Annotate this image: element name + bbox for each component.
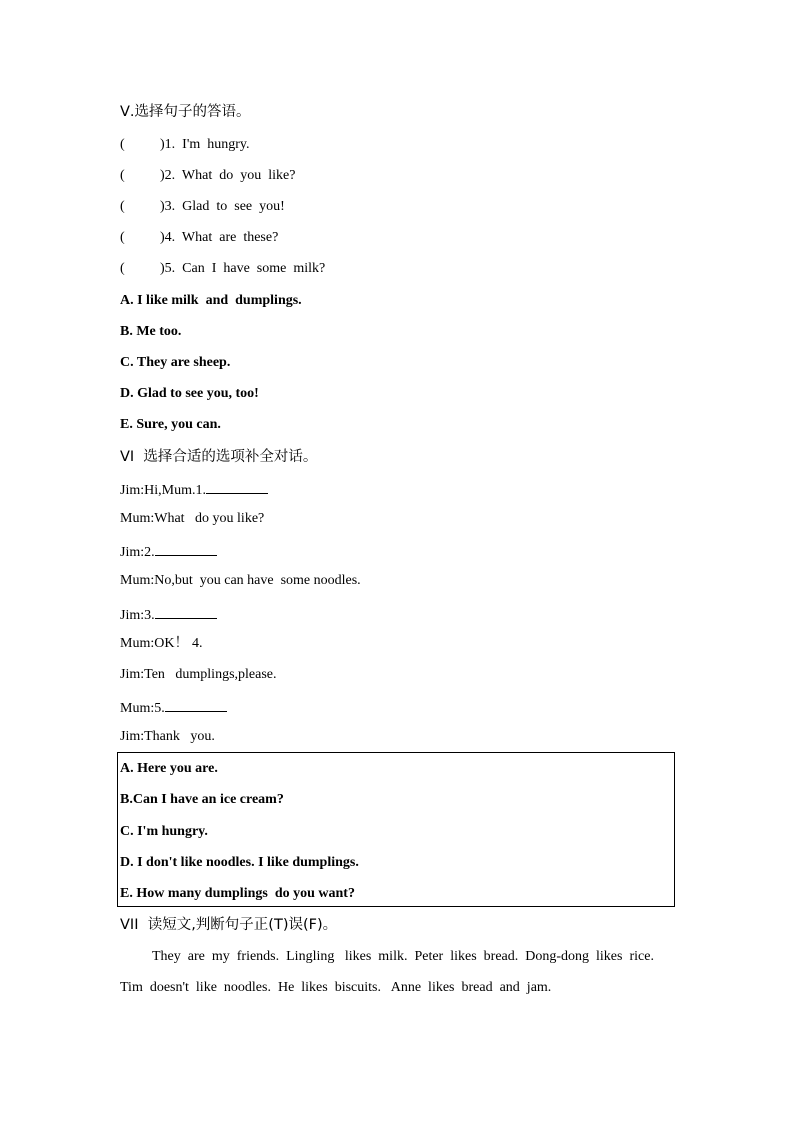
section-7-heading: VII 读短文,判断句子正(T)误(F)。 bbox=[120, 917, 338, 933]
question-text: )4. What are these? bbox=[160, 230, 279, 245]
question-5 bbox=[120, 260, 325, 278]
answer-paren: ( bbox=[120, 137, 125, 152]
question-text: )2. What do you like? bbox=[160, 168, 296, 183]
question-text: )1. I'm hungry. bbox=[160, 137, 250, 152]
box-option-d: D. I don't like noodles. I like dumplings. bbox=[120, 855, 359, 870]
option-b: B. Me too. bbox=[120, 324, 182, 339]
dialogue-line-7: Jim:Ten dumplings,please. bbox=[120, 667, 277, 682]
box-option-a: A. Here you are. bbox=[120, 761, 218, 776]
answer-paren: ( bbox=[120, 261, 125, 276]
question-4 bbox=[120, 229, 278, 247]
dialogue-text: Jim:2. bbox=[120, 545, 155, 560]
question-text: )3. Glad to see you! bbox=[160, 199, 285, 214]
answer-blank bbox=[155, 541, 217, 556]
section-5-heading: Ⅴ.选择句子的答语。 bbox=[120, 104, 251, 120]
dialogue-line-4: Mum:No,but you can have some noodles. bbox=[120, 573, 361, 588]
question-1 bbox=[120, 136, 250, 154]
dialogue-line-3 bbox=[120, 541, 217, 562]
option-c: C. They are sheep. bbox=[120, 355, 231, 370]
dialogue-line-8 bbox=[120, 697, 227, 718]
dialogue-line-2: Mum:What do you like? bbox=[120, 511, 265, 526]
answer-blank bbox=[165, 697, 227, 712]
question-2 bbox=[120, 167, 295, 185]
dialogue-text: Jim:Hi,Mum.1. bbox=[120, 483, 206, 498]
box-option-e: E. How many dumplings do you want? bbox=[120, 886, 355, 901]
dialogue-line-6: Mum:OK！ 4. bbox=[120, 636, 203, 651]
answer-paren: ( bbox=[120, 199, 125, 214]
answer-blank bbox=[206, 479, 268, 494]
passage-line-2: Tim doesn't like noodles. He likes biscuits. Anne likes bread and jam. bbox=[120, 980, 552, 995]
option-e: E. Sure, you can. bbox=[120, 417, 221, 432]
question-text: )5. Can I have some milk? bbox=[160, 261, 326, 276]
answer-blank bbox=[155, 604, 217, 619]
box-option-b: B.Can I have an ice cream? bbox=[120, 792, 284, 807]
dialogue-text: Jim:3. bbox=[120, 608, 155, 623]
dialogue-line-1 bbox=[120, 479, 268, 500]
section-6-heading: VI 选择合适的选项补全对话。 bbox=[120, 449, 318, 465]
answer-paren: ( bbox=[120, 168, 125, 183]
dialogue-text: Mum:5. bbox=[120, 701, 165, 716]
dialogue-line-5 bbox=[120, 604, 217, 625]
dialogue-line-9: Jim:Thank you. bbox=[120, 729, 215, 744]
answer-paren: ( bbox=[120, 230, 125, 245]
box-option-c: C. I'm hungry. bbox=[120, 824, 208, 839]
passage-line-1: They are my friends. Lingling likes milk. Peter likes bread. Dong-dong likes rice. bbox=[152, 949, 654, 964]
question-3 bbox=[120, 198, 285, 216]
option-a: A. I like milk and dumplings. bbox=[120, 293, 302, 308]
option-d: D. Glad to see you, too! bbox=[120, 386, 259, 401]
